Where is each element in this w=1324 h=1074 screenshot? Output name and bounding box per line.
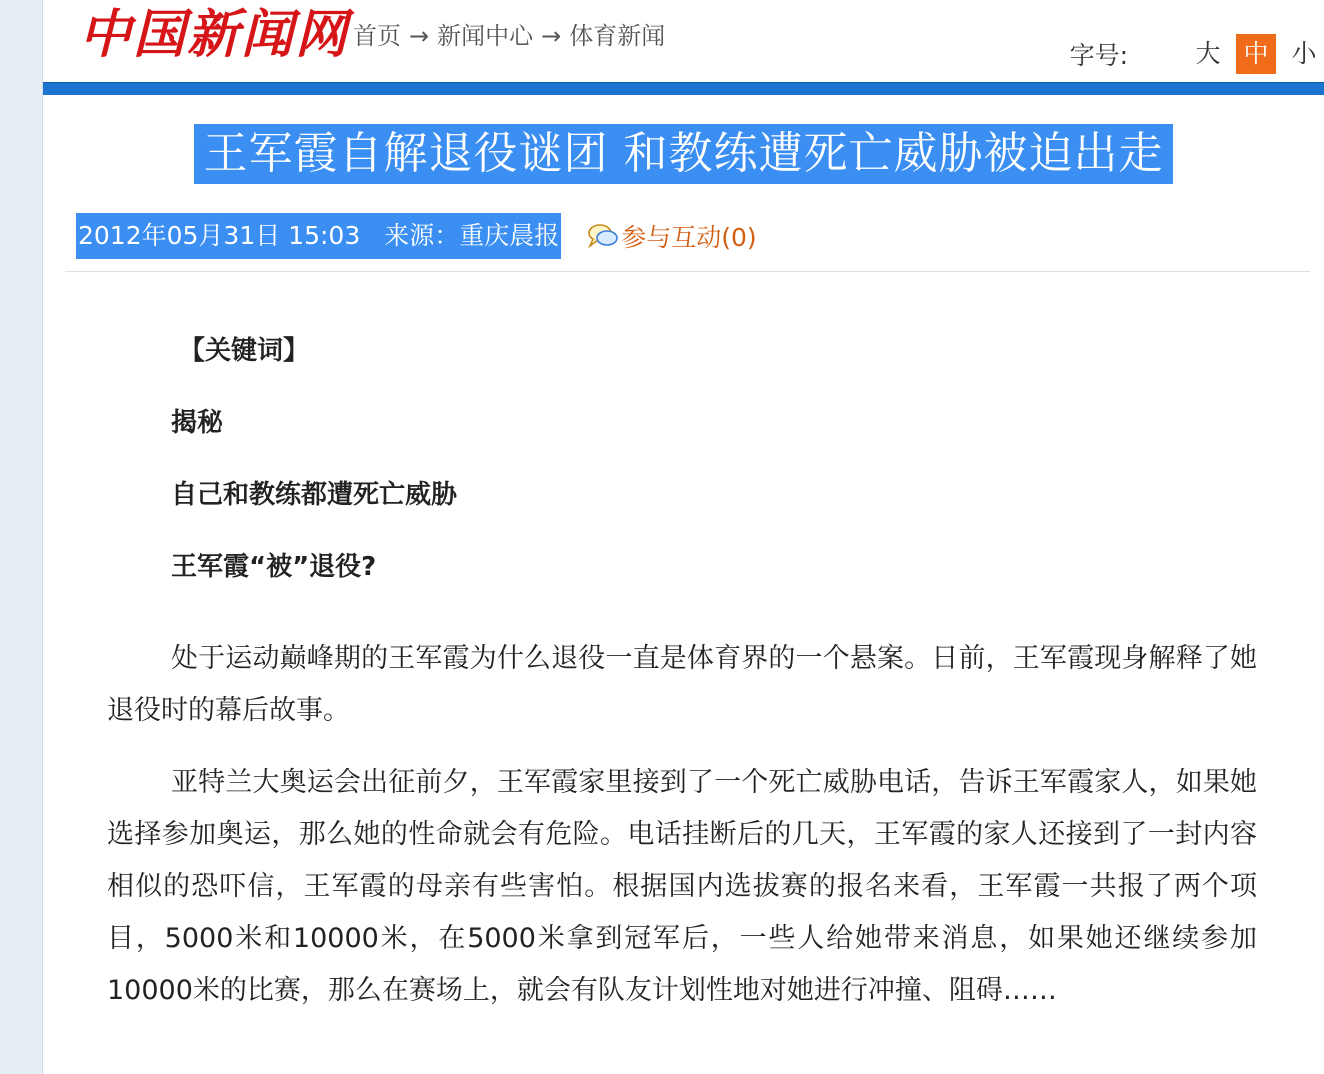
font-size-small-button[interactable]: 小: [1291, 39, 1317, 68]
interact-label: 参与互动(0): [621, 223, 757, 252]
breadcrumb: [353, 18, 665, 54]
comment-bubble-icon: [587, 221, 619, 251]
article-paragraph: 亚特兰大奥运会出征前夕，王军霞家里接到了一个死亡威胁电话，告诉王军霞家人，如果她选择参加奥运，那么她的性命就会有危险。电话挂断后的几天，王军霞的家人还接到了一封内容相似的恐吓信，王军霞的母亲有些害怕。根据国内选拔赛的报名来看，王军霞一共报了两个项目，5000米和10000米，在5000米拿到冠军后，一些人给她带来消息，如果她还继续参加10000米的比赛，那么在赛场上，就会有队友计划性地对她进行冲撞、阻碍……: [107, 767, 1257, 1006]
article-page: [43, 0, 1324, 1074]
article-title: 王军霞自解退役谜团 和教练遭死亡威胁被迫出走: [194, 124, 1174, 184]
interact-link[interactable]: [587, 218, 756, 254]
article-date: 2012年05月31日 15:03: [78, 221, 361, 250]
article-source: 来源：重庆晨报: [384, 221, 560, 250]
headline-container: [43, 124, 1324, 184]
font-size-label: 字号:: [1069, 41, 1128, 70]
breadcrumb-arrow-icon: →: [541, 22, 562, 50]
font-size-switcher: [1070, 34, 1324, 74]
keywords-heading: 【关键词】: [179, 336, 310, 366]
breadcrumb-home[interactable]: 首页: [353, 22, 401, 50]
keyword-item: 王军霞“被”退役?: [171, 552, 377, 582]
site-logo[interactable]: 中国新闻网: [79, 4, 350, 65]
article-meta: [76, 213, 757, 259]
breadcrumb-news-center[interactable]: 新闻中心: [437, 22, 534, 50]
meta-divider: [65, 271, 1310, 272]
keyword-item: 揭秘: [171, 408, 224, 438]
keyword-item: 自己和教练都遭死亡威胁: [171, 480, 458, 510]
font-size-large-button[interactable]: 大: [1195, 39, 1221, 68]
article-paragraph: 处于运动巅峰期的王军霞为什么退役一直是体育界的一个悬案。日前，王军霞现身解释了她退役时的幕后故事。: [107, 643, 1257, 726]
breadcrumb-arrow-icon: →: [409, 22, 430, 50]
font-size-medium-button[interactable]: 中: [1236, 34, 1276, 74]
breadcrumb-sports-news[interactable]: 体育新闻: [569, 22, 666, 50]
site-header: [43, 0, 1324, 82]
meta-selected-text: [76, 213, 561, 259]
header-divider-bar: [43, 82, 1324, 95]
left-window-edge: [0, 0, 43, 1074]
